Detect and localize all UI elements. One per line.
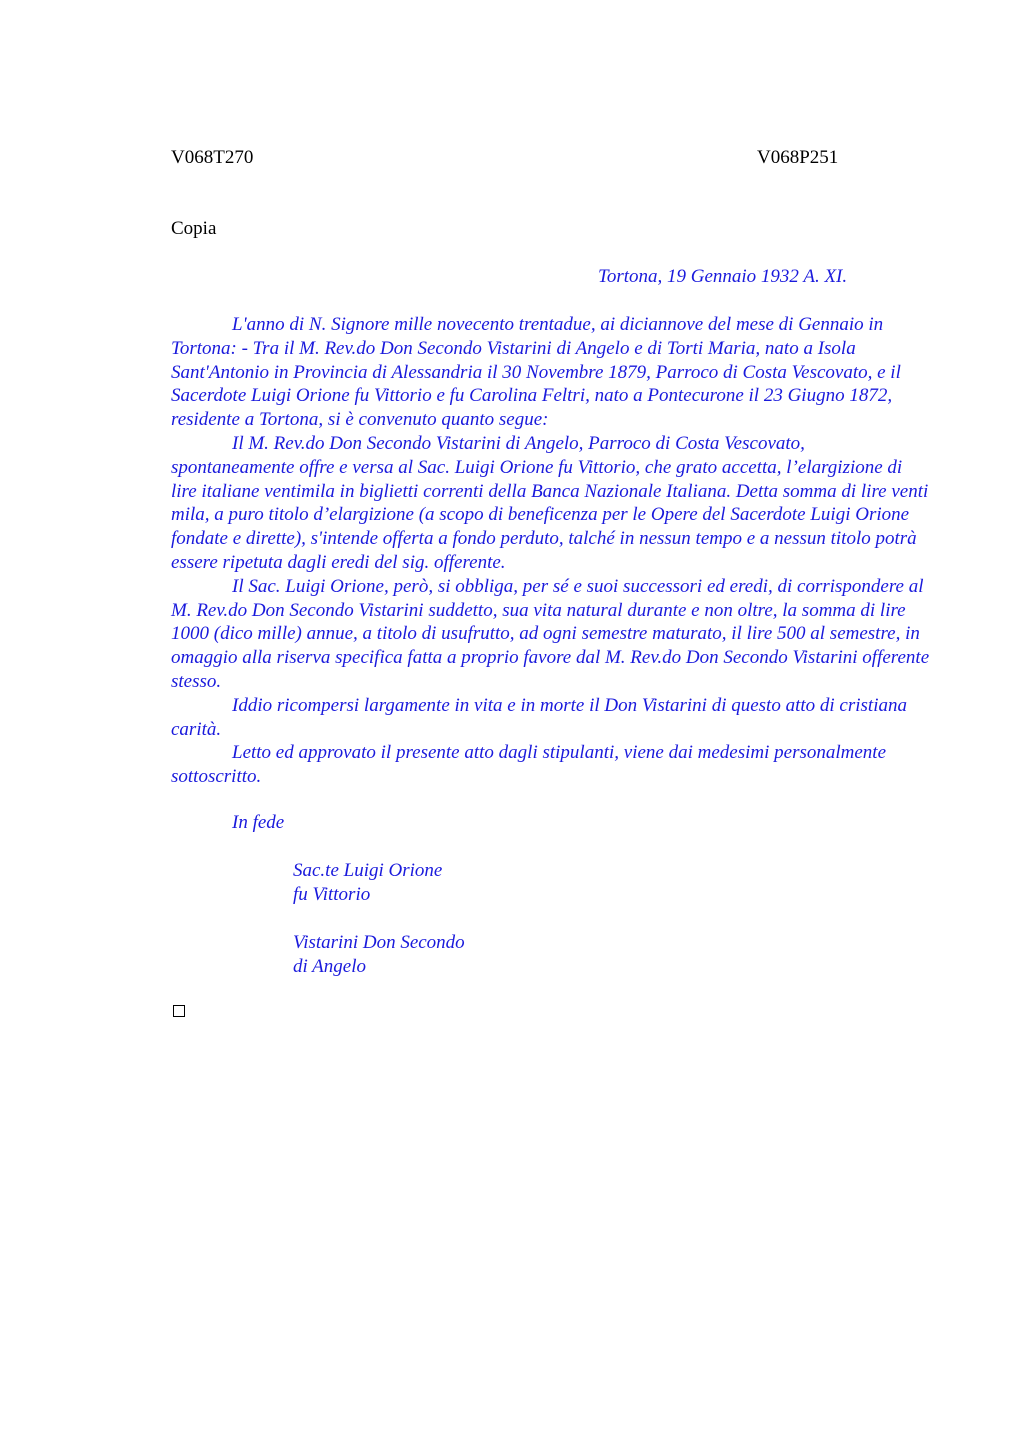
document-body — [171, 313, 931, 789]
closing-in-fede: In fede — [232, 812, 285, 833]
paragraph-obligation: Il Sac. Luigi Orione, però, si obbliga, per sé e suoi successori ed eredi, di corrispondere al M. Rev.do Don Secondo Vistarini suddetto, sua vita natural durante e non oltre, la somma di lire 1000 (dico mille) annue, a titolo di usufrutto, ad ogni semestre maturato, il lire 500 al semestre, in omaggio alla riserva specifica fatta a proprio favore dal M. Rev.do Don Secondo Vistarini offerente stesso. — [171, 575, 930, 692]
paragraph-blessing: Iddio ricompersi largamente in vita e in morte il Don Vistarini di questo atto di cristiana carità. — [171, 694, 907, 740]
document-code-right: V068P251 — [757, 147, 839, 168]
date-line: Tortona, 19 Gennaio 1932 A. XI. — [598, 266, 848, 287]
paragraph-donation: Il M. Rev.do Don Secondo Vistarini di Angelo, Parroco di Costa Vescovato, spontaneamente offre e versa al Sac. Luigi Orione fu Vittorio, che grato accetta, l’elargizione di lire italiane ventimila in biglietti correnti della Banca Nazionale Italiana. Detta somma di lire venti mila, a puro titolo d’elargizione (a scopo di beneficenza per le Opere del Sacerdote Luigi Orione fondate e dirette), s'intende offerta a fondo perduto, talché in nessun tempo e a nessun titolo potrà essere ripetuta dagli eredi del sig. offerente. — [171, 432, 929, 573]
signature-vistarini — [293, 931, 465, 979]
copy-label: Copia — [171, 218, 217, 239]
paragraph-approval: Letto ed approvato il presente atto dagli stipulanti, viene dai medesimi personalmente sottoscritto. — [171, 742, 886, 788]
signature-orione — [293, 859, 442, 907]
signature-vistarini-name: Vistarini Don Secondo — [293, 932, 465, 953]
document-code-left: V068T270 — [171, 147, 254, 168]
paragraph-preamble: L'anno di N. Signore mille novecento trentadue, ai diciannove del mese di Gennaio in Tortona: - Tra il M. Rev.do Don Secondo Vistarini di Angelo e di Torti Maria, nato a Isola Sant'Antonio in Provincia di Alessandria il 30 Novembre 1879, Parroco di Costa Vescovato, e il Sacerdote Luigi Orione fu Vittorio e fu Carolina Feltri, nato a Pontecurone il 23 Giugno 1872, residente a Tortona, si è convenuto quanto segue: — [171, 314, 901, 431]
empty-box-symbol — [173, 1005, 185, 1017]
signature-orione-name: Sac.te Luigi Orione — [293, 860, 443, 881]
signature-vistarini-father: di Angelo — [293, 955, 367, 977]
signature-orione-father: fu Vittorio — [293, 883, 371, 905]
